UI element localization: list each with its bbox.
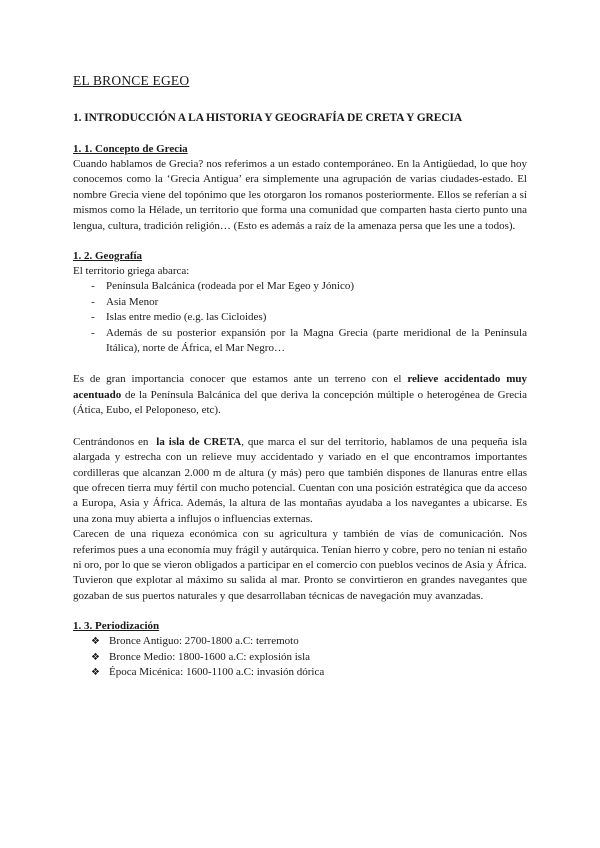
diamond-bullet-icon: ❖ xyxy=(91,666,100,678)
periodization-list xyxy=(73,634,527,680)
subsection-1-2-heading: 1. 2. Geografía xyxy=(73,250,143,263)
relief-emphasis: relieve accidentado muy acentuado xyxy=(73,373,527,401)
territory-intro: El territorio griega abarca: xyxy=(73,265,190,278)
concept-paragraph: Cuando hablamos de Grecia? nos referimos a un estado contemporáneo. En la Antigüedad, lo que hoy conocemos como la ‘Grecia Antigua’ era simplemente una agrupación de varias ciudades-estado. El nombre Grecia viene del topónimo que les otorgaron los romanos posteriormente. Ellos se referían a sí mismos como la Hélade, un territorio que forma una comunidad que comparten hasta cierto punto una lengua, cultura, tradición religión… (Esto es además a raíz de la amenaza persa que les une a todos). xyxy=(73,158,527,232)
list-item: ❖ Época Micénica: 1600-1100 a.C: invasión dórica xyxy=(91,665,527,680)
crete-paragraph: Centrándonos en la isla de CRETA, que marca el sur del territorio, hablamos de una pequeña isla alargada y estrecha con un relieve muy accidentado y variado en el que encontramos importantes cordilleras que alcanzan 2.000 m de altura (y más) pero que también dispones de llanuras entre ellas que ofrecen tierra muy fértil con mucho potencial. Cuentan con una posición estratégica que da acceso a Europa, Asia y África. Además, la altura de las montañas ayudaba a los navegantes a ubicarse. Es una zona muy abierta a influjos o influencias externas. xyxy=(73,435,528,525)
dash-bullet: - xyxy=(91,280,95,293)
territory-list xyxy=(73,279,527,356)
list-item: - Además de su posterior expansión por la Magna Grecia (parte meridional de la Península Itálica), norte de África, el Mar Negro… xyxy=(91,326,527,355)
subsection-1-1-heading: 1. 1. Concepto de Grecia xyxy=(73,143,188,155)
list-item: - Islas entre medio (e.g. las Cicloides) xyxy=(91,310,527,325)
sea-paragraph: Tuvieron que explotar al máximo su salida al mar. Pronto se convirtieron en grandes navegantes que gozaban de sus puertos naturales y que desarrollaban técnicas de navegación muy avanzadas. xyxy=(73,574,527,602)
diamond-bullet-icon: ❖ xyxy=(91,636,100,648)
list-item: - Asia Menor xyxy=(91,295,527,310)
section-1-heading: 1. INTRODUCCIÓN A LA HISTORIA Y GEOGRAFÍA DE CRETA Y GRECIA xyxy=(73,112,463,124)
diamond-bullet-icon: ❖ xyxy=(91,651,100,663)
subsection-1-3-heading: 1. 3. Periodización xyxy=(73,620,160,633)
list-item: - Península Balcánica (rodeada por el Mar Egeo y Jónico) xyxy=(91,279,527,294)
document-content xyxy=(73,72,527,680)
list-item: ❖ Bronce Antiguo: 2700-1800 a.C: terremoto xyxy=(91,634,527,649)
document-title: EL BRONCE EGEO xyxy=(73,73,190,88)
dash-bullet: - xyxy=(91,295,95,308)
crete-emphasis: la isla de CRETA xyxy=(156,435,242,448)
dash-bullet: - xyxy=(91,311,95,324)
economy-paragraph: Carecen de una riqueza económica con su agricultura y también de vías de comunicación. Nos referimos pues a una economía muy frágil y autárquica. Tenían hierro y cobre, pero no tenían ni estaño ni oro, por lo que se vieron obligados a participar en el comercio con pueblos vecinos de Asia y África. xyxy=(73,528,527,571)
list-item: ❖ Bronce Medio: 1800-1600 a.C: explosión isla xyxy=(91,650,527,665)
relief-paragraph: Es de gran importancia conocer que estamos ante un terreno con el relieve accidentado muy acentuado de la Península Balcánica del que deriva la concepción múltiple o heterogénea de Grecia (Ática, Eubo, el Peloponeso, etc). xyxy=(73,373,527,417)
dash-bullet: - xyxy=(91,326,95,339)
